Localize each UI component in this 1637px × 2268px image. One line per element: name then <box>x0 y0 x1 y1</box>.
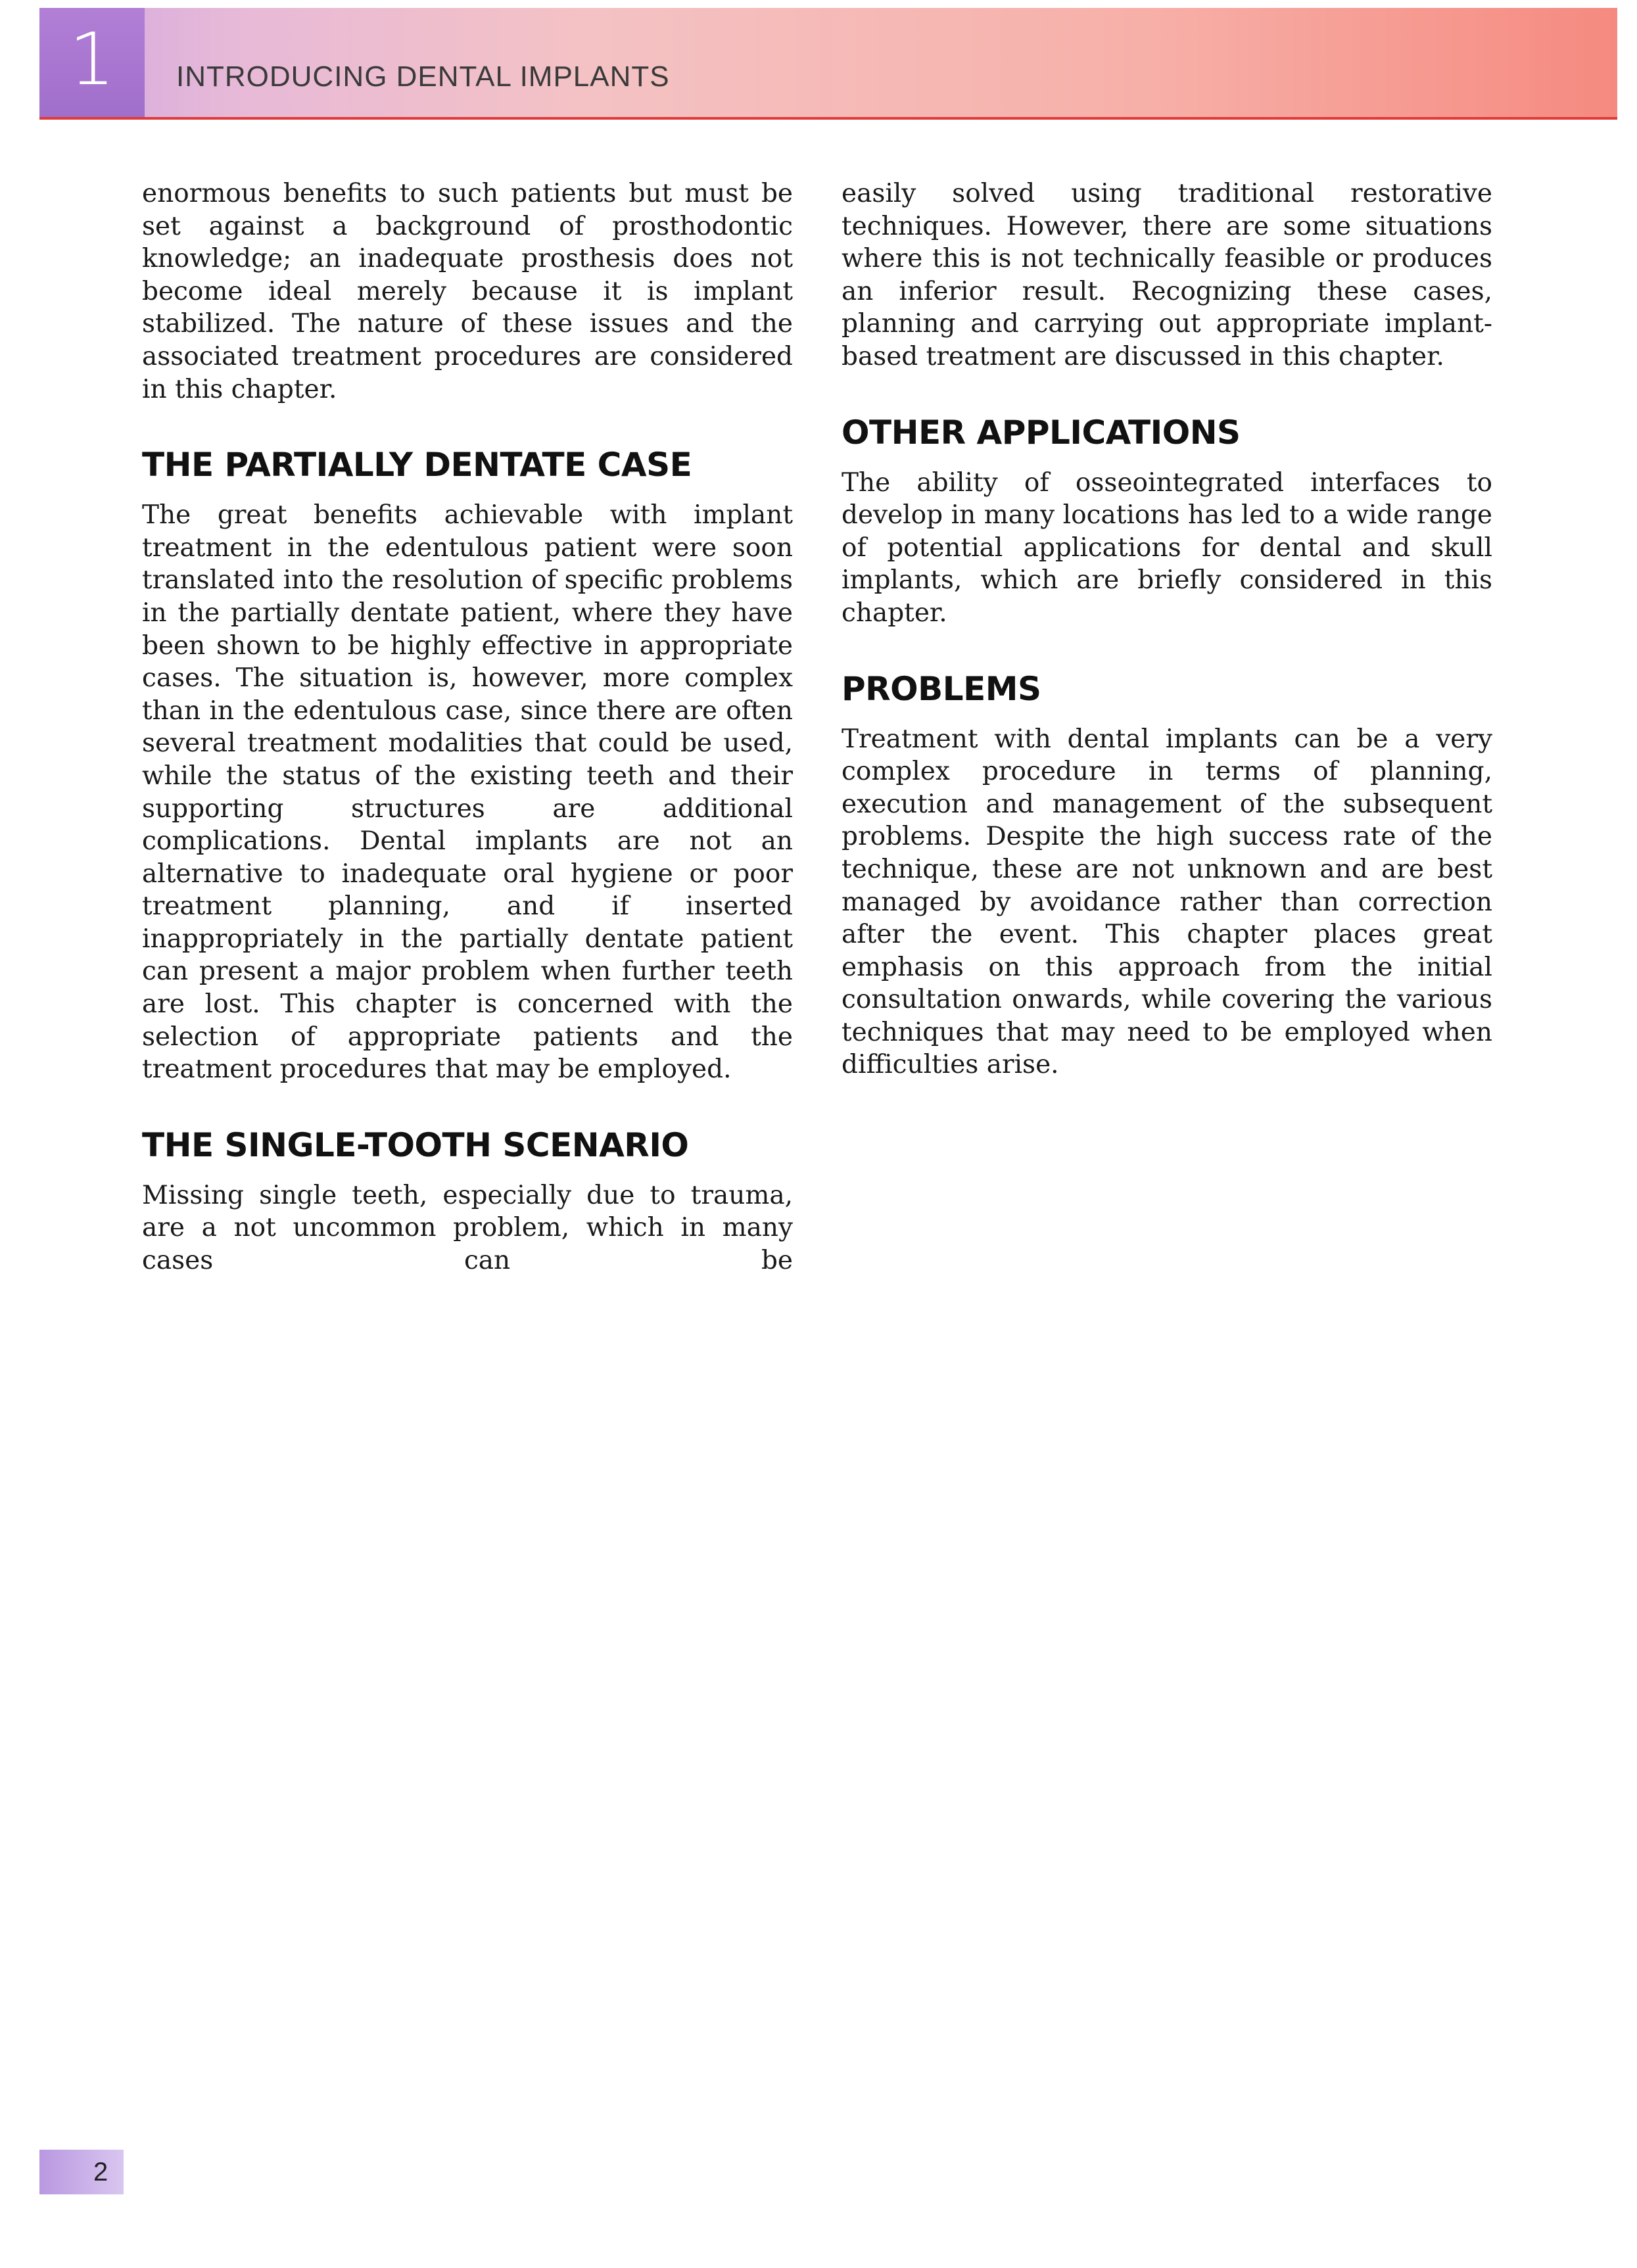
section-heading-problems: PROBLEMS <box>842 669 1041 708</box>
section-heading-partially-dentate: THE PARTIALLY DENTATE CASE <box>142 446 692 484</box>
section-heading-single-tooth: THE SINGLE-TOOTH SCENARIO <box>142 1125 689 1164</box>
right-intro-paragraph: easily solved using traditional restorative techniques. However, there are some situations where this is not technically feasible or produces an inferior result. Recognizing these cases, planning and carrying out appropriate implant-based treatment are discussed in this chapter. <box>842 179 1492 371</box>
folio-tab <box>39 2150 124 2194</box>
page-number: 2 <box>93 2158 108 2186</box>
left-intro-paragraph: enormous benefits to such patients but must be set against a background of prosthodontic knowledge; an inadequate prosthesis does not become ideal merely because it is implant stabilized. The nature of these issues and the associated treatment procedures are considered in this chapter. <box>142 179 793 404</box>
section-body-problems: Treatment with dental implants can be a very complex procedure in terms of planning, execution and management of the subsequent problems. Despite the high success rate of the technique, these are not unknown and are best managed by avoidance rather than correction after the event. This chapter places great emphasis on this approach from the initial consultation onwards, while covering the various techniques that may need to be employed when difficulties arise. <box>842 724 1492 1080</box>
chapter-number: 1 <box>69 17 115 101</box>
left-column <box>142 177 793 1277</box>
section-body-single-tooth: Missing single teeth, especially due to trauma, are a not uncommon problem, which in many cases can be <box>142 1180 793 1276</box>
section-body-other-applications: The ability of osseointegrated interfaces to develop in many locations has led to a wide range of potential applications for dental and skull implants, which are briefly considered in this chapter. <box>842 467 1492 628</box>
section-body-partially-dentate: The great benefits achievable with implant treatment in the edentulous patient were soon translated into the resolution of specific problems in the partially dentate patient, where they have been shown to be highly effective in appropriate cases. The situation is, however, more complex than in the edentulous case, since there are often several treatment modalities that could be used, while the status of the existing teeth and their supporting structures are additional complications. Dental implants are not an alternative to inadequate oral hygiene or poor treatment planning, and if inserted inappropriately in the partially dentate patient can present a major problem when further teeth are lost. This chapter is concerned with the selection of appropriate patients and the treatment procedures that may be employed. <box>142 500 793 1085</box>
running-title: INTRODUCING DENTAL IMPLANTS <box>176 60 670 93</box>
right-column <box>842 177 1492 1081</box>
section-heading-other-applications: OTHER APPLICATIONS <box>842 413 1241 452</box>
